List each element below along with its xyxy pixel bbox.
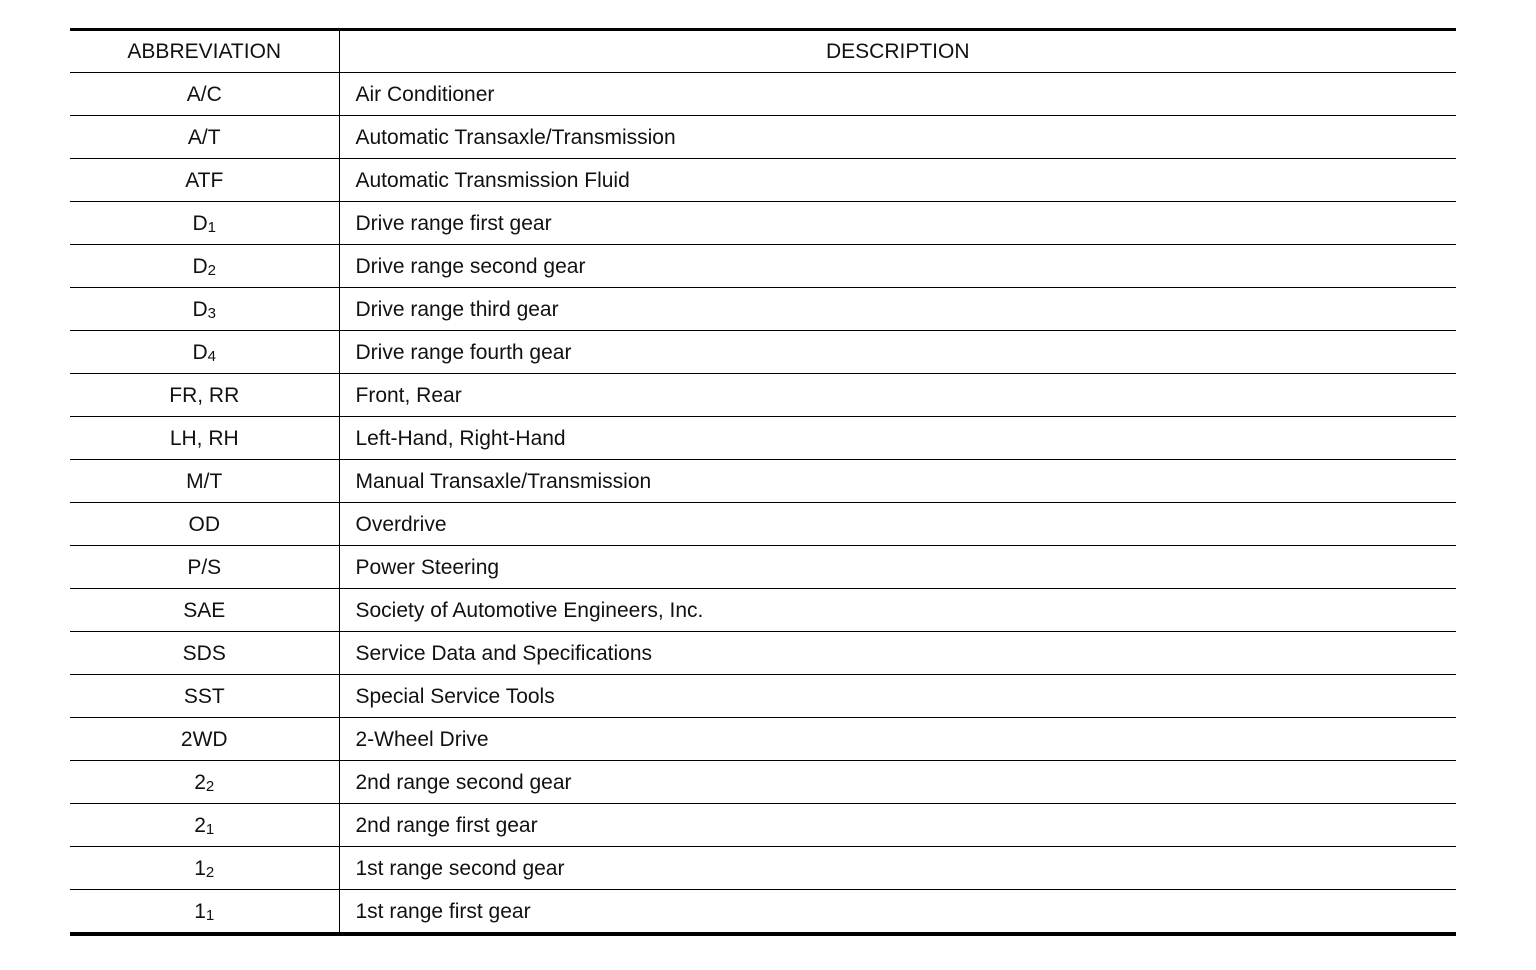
table-row: [70, 417, 1456, 460]
abbreviation-text: 2: [194, 813, 206, 837]
table-body: [70, 73, 1456, 935]
abbreviation-cell: [70, 73, 339, 116]
abbreviation-cell: [70, 374, 339, 417]
description-cell: 1st range first gear: [355, 899, 531, 923]
abbreviation-text: 2: [194, 770, 206, 794]
abbreviation-cell: [70, 202, 339, 245]
abbreviation-text: D: [192, 254, 208, 278]
abbreviation-text: ATF: [185, 168, 224, 192]
table-row: [70, 890, 1456, 935]
description-cell: Drive range third gear: [339, 288, 1456, 331]
abbreviation-text: P/S: [187, 555, 222, 579]
abbreviation-subscript: 1: [207, 218, 216, 236]
description-cell: Manual Transaxle/Transmission: [339, 460, 1456, 503]
abbreviation-cell: [70, 804, 339, 847]
table-row: [70, 804, 1456, 847]
table-row: [70, 159, 1456, 202]
description-cell: Special Service Tools: [339, 675, 1456, 718]
description-cell: Left-Hand, Right-Hand: [339, 417, 1456, 460]
table-row: [70, 331, 1456, 374]
table-header-row: [70, 30, 1456, 73]
abbreviation-text: D: [192, 211, 208, 235]
abbreviation-subscript: 3: [207, 304, 216, 322]
description-cell: Society of Automotive Engineers, Inc.: [339, 589, 1456, 632]
abbreviation-cell: [70, 116, 339, 159]
abbreviation-subscript: 2: [205, 863, 215, 881]
description-cell: 2nd range second gear: [339, 761, 1456, 804]
table-row: [70, 73, 1456, 116]
description-column-header: DESCRIPTION: [339, 30, 1456, 73]
abbreviation-cell: [70, 331, 339, 374]
table-row: [70, 374, 1456, 417]
description-cell: Automatic Transaxle/Transmission: [339, 116, 1456, 159]
abbreviation-cell: [70, 589, 339, 632]
abbreviation-cell: [70, 890, 339, 935]
description-cell: Automatic Transmission Fluid: [339, 159, 1456, 202]
table-row: [70, 546, 1456, 589]
abbreviation-text: LH, RH: [169, 426, 239, 450]
abbreviation-cell: [70, 632, 339, 675]
table-row: [70, 632, 1456, 675]
table-row: [70, 761, 1456, 804]
abbreviation-subscript: 4: [207, 347, 216, 365]
description-cell: 1st range second gear: [339, 847, 1456, 890]
abbreviation-text: A/C: [186, 82, 222, 106]
abbreviation-text: SDS: [182, 641, 226, 665]
abbreviation-cell: [70, 503, 339, 546]
description-cell: 2nd range first gear: [339, 804, 1456, 847]
table-row: [70, 589, 1456, 632]
abbreviation-text: D: [192, 297, 208, 321]
table-row: [70, 718, 1456, 761]
abbreviation-cell: [70, 718, 339, 761]
table-row: [70, 202, 1456, 245]
abbreviation-cell: [70, 847, 339, 890]
abbreviation-text: D: [192, 340, 208, 364]
table-row: [70, 675, 1456, 718]
description-cell: Drive range first gear: [339, 202, 1456, 245]
abbreviation-subscript: 1: [205, 820, 215, 838]
abbreviation-column-header: ABBREVIATION: [70, 30, 339, 73]
abbreviation-cell: [70, 159, 339, 202]
abbreviation-text: SAE: [183, 598, 226, 622]
abbreviation-text: 1: [194, 899, 206, 923]
table-row: [70, 460, 1456, 503]
abbreviation-cell: [70, 675, 339, 718]
abbreviation-text: A/T: [187, 125, 221, 149]
description-cell: 2-Wheel Drive: [339, 718, 1456, 761]
abbreviation-cell: [70, 417, 339, 460]
abbreviation-cell: [70, 546, 339, 589]
description-cell: Air Conditioner: [339, 73, 1456, 116]
abbreviation-subscript: 2: [205, 777, 215, 795]
abbreviation-text: SST: [183, 684, 225, 708]
table-row: [70, 847, 1456, 890]
description-cell: Front, Rear: [339, 374, 1456, 417]
description-cell: Power Steering: [339, 546, 1456, 589]
table-row: [70, 245, 1456, 288]
abbreviation-cell: [70, 761, 339, 804]
abbreviation-text: 2WD: [180, 727, 228, 751]
abbreviation-cell: [70, 288, 339, 331]
abbreviation-text: M/T: [186, 469, 223, 493]
abbreviation-text: FR, RR: [169, 383, 240, 407]
abbreviation-table: [70, 28, 1456, 936]
abbreviation-cell: [70, 245, 339, 288]
description-cell: Overdrive: [339, 503, 1456, 546]
abbreviation-text: OD: [188, 512, 220, 536]
table-row: [70, 503, 1456, 546]
abbreviation-subscript: 1: [205, 906, 215, 924]
description-cell: Drive range second gear: [339, 245, 1456, 288]
description-cell: Drive range fourth gear: [339, 331, 1456, 374]
abbreviation-cell: [70, 460, 339, 503]
abbreviation-text: 1: [194, 856, 206, 880]
abbreviation-subscript: 2: [207, 261, 216, 279]
description-cell: Service Data and Specifications: [339, 632, 1456, 675]
table-row: [70, 288, 1456, 331]
table-row: [70, 116, 1456, 159]
